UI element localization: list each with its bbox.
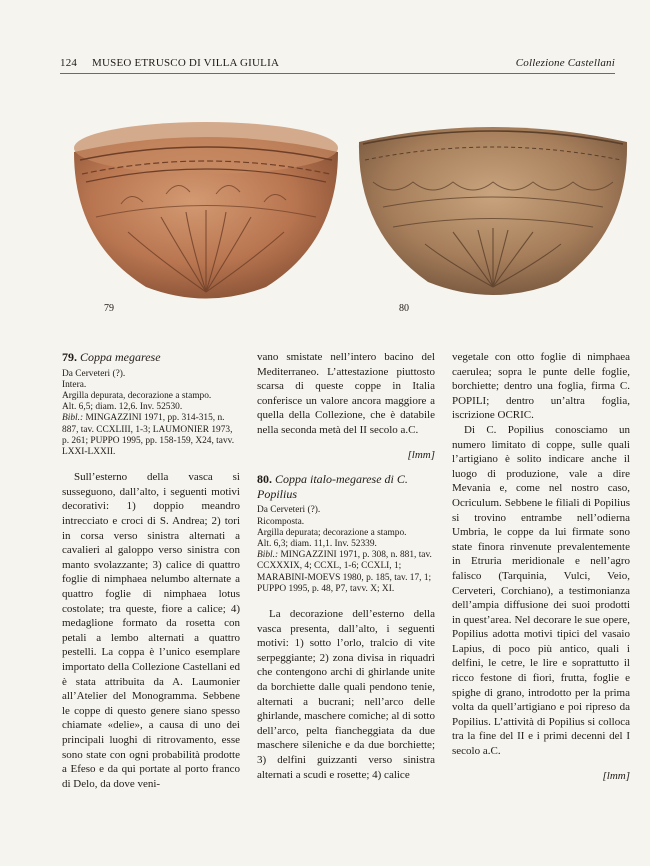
entry-79-bibliography (62, 413, 240, 458)
entry-80-metadata (257, 505, 435, 595)
entry-79-body-continued: vano smistate nell’intero bacino del Mediterraneo. L’attestazione piuttosto scarsa di queste coppe in Italia conferisce un valore ancora maggiore a quella della Collezione, che è databile nella seconda metà del II secolo a.C. (257, 351, 435, 436)
text-column-3 (452, 350, 630, 783)
page-header (60, 55, 615, 74)
text-column-2 (257, 350, 435, 782)
entry-80-dimensions: Alt. 6,3; diam. 11,1. Inv. 52339. (257, 538, 377, 549)
entry-80-condition: Ricomposta. (257, 516, 305, 527)
entry-80-title: Coppa italo-megarese di C. Popilius (257, 472, 408, 501)
entry-79-title: Coppa megarese (80, 350, 161, 364)
entry-80-body-2: Di C. Popilius conosciamo un numero limitato di coppe, sulle quali l’artigiano è solito indicare anche il luogo di produzione, vale a dire Mevania e, come nel nostro caso, Ocriculum. Sebbene le filiali di Popilius si trovino entrambe nell’odierna Umbria, le coppe da lui firmate sono state finora rinvenute prevalentemente in Etruria meridionale e nell’agro falisco (Tarquinia, Vulci, Veio, Cerveteri, Corchiano), a testimonianza dell’ampia diffusione dei suoi prodotti in quest’area. Nel decorare le sue opere, Popilius adotta motivi tipici del vasaio Lapius, di poco più antico, quali i delfini, le cetre, le lire e soprattutto il ricco festone di fiori, frutta, foglie e spighe di grano, introdotto per la prima volta da quell’artigiano e poi ripreso da Popilius. L’attività di Popilius si colloca tra la fine del II e i primi decenni del I secolo a.C. (452, 423, 630, 758)
entry-80-signature: [lmm] (602, 769, 630, 782)
entry-80-material: Argilla depurata; decorazione a stampo. (257, 527, 407, 538)
entry-79-material: Argilla depurata, decorazione a stampo. (62, 391, 212, 401)
figure-number-80: 80 (399, 303, 409, 314)
entry-79-bibl-text: MINGAZZINI 1971, pp. 314-315, n. 887, tav. CCXLIII, 1-3; LAUMONIER 1973, p. 261; PUPPO 1995, pp. 158-159, X24, tavv. LXXI-LXXII. (62, 413, 235, 458)
entry-79-signature: [lmm] (407, 448, 435, 461)
entry-80-body: La decorazione dell’esterno della vasca presenta, dall’alto, i seguenti motivi: 1) sotto l’orlo, tralcio di vite serpeggiante; 2) zona divisa in riquadri che contengono archi di ghirlande unite da borchiette dalle quali pendono tenie, alternati a bucrani; nell’arco delle ghirlande, maschere comiche; al di sotto dell’arco, pelta fiancheggiata da due maschere sileniche e da due borchiette; 3) delfini guizzanti verso sinistra alternati a scudi e rosette; 4) calice (257, 607, 435, 781)
entry-79-condition: Intera. (62, 379, 87, 390)
entry-80-heading (257, 472, 435, 501)
running-title: MUSEO ETRUSCO DI VILLA GIULIA (92, 57, 280, 69)
photo-bowl-80 (353, 82, 633, 312)
entry-80-bibl-text: MINGAZZINI 1971, p. 308, n. 881, tav. CCXXXIX, 4; CCXL, 1-6; CCXLI, 1; MARABINI-MOEVS 1980, p. 185, tav. 17, 1; PUPPO 1995, p. 48, P7, tavv. X; XI. (257, 550, 432, 594)
entry-79-heading (62, 350, 240, 365)
entry-79-number: 79. (62, 350, 77, 364)
entry-79-dimensions: Alt. 6,5; diam. 12,6. Inv. 52530. (62, 402, 183, 413)
entry-80-provenance: Da Cerveteri (?). (257, 505, 321, 516)
photo-bowl-79 (66, 82, 346, 312)
entry-79-provenance: Da Cerveteri (?). (62, 368, 126, 379)
entry-79-metadata (62, 369, 240, 459)
bibl-label: Bibl.: (62, 413, 84, 424)
figure-number-79: 79 (104, 303, 114, 314)
page-number: 124 (60, 57, 78, 69)
entry-80-bibliography (257, 550, 435, 595)
entry-80-body-continued: vegetale con otto foglie di nimphaea caerulea; sopra le punte delle foglie, borchiette; dentro una foglia, firma C. POPILI; dentro un’altra foglia, iscrizione OCRIC. (452, 351, 630, 422)
bibl-label: Bibl.: (257, 550, 279, 561)
entry-80-number: 80. (257, 472, 272, 487)
section-title: Collezione Castellani (515, 57, 615, 69)
text-column-1 (62, 350, 240, 791)
entry-79-body: Sull’esterno della vasca si susseguono, dall’alto, i seguenti motivi decorativi: 1) doppio meandro intrecciato e croci di S. Andrea; 2) tori in corsa verso sinistra alternati a cavalieri al galoppo verso sinistra con manto svolazzante; 3) calice di quattro foglie di nimphaea nelumbo alternate a quattro foglie di nimphaea lotus costolate; tra queste, fiore a calice; 4) medaglione formato da rosetta con petali a lembo alternati a quattro pestelli. La coppa è l’unico esemplare importato della Collezione Castellani ed è stata attribuita da A. Laumonier all’Atelier del Monogramma. Sebbene le coppe di questo genere siano spesso chiamate «delie», a causa di uno dei principali luoghi di ritrovamento, esse sono state con ogni probabilità prodotte a Efeso e da qui portate al porto franco di Delo, da dove veni- (62, 471, 240, 790)
